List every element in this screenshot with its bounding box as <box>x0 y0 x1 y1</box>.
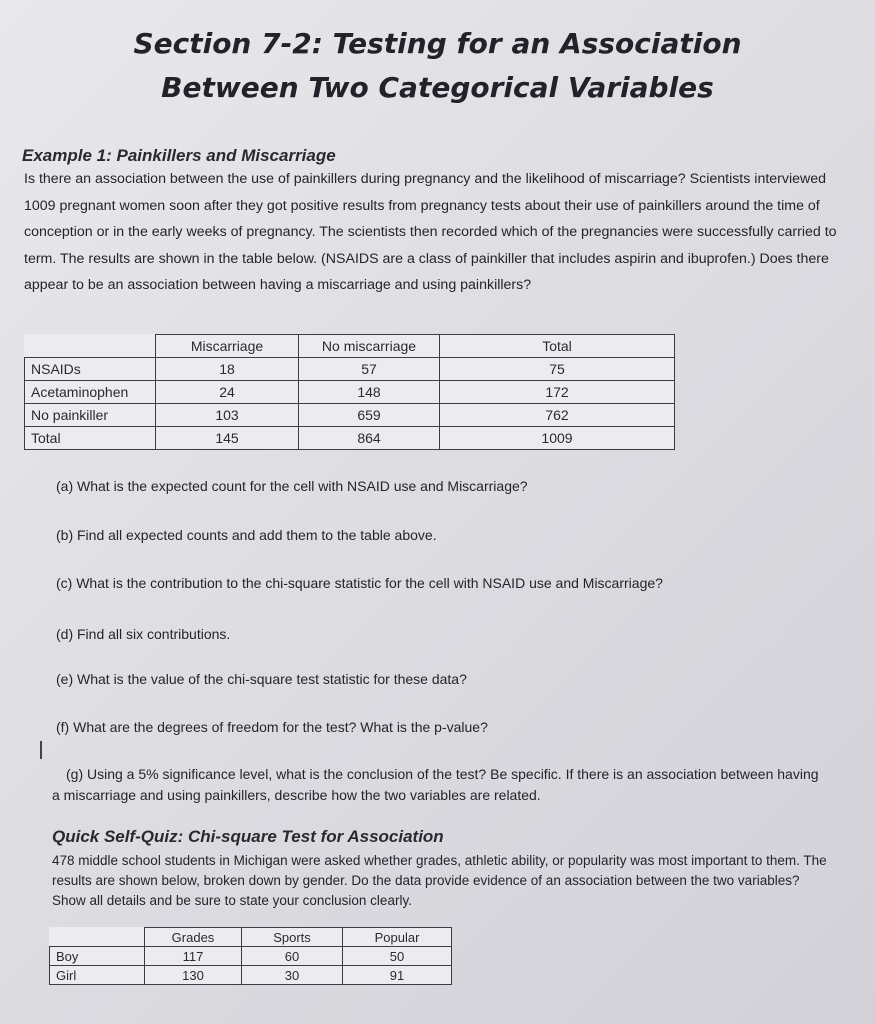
question-a: (a) What is the expected count for the cell with NSAID use and Miscarriage? <box>56 478 528 494</box>
row-label: No painkiller <box>25 404 156 427</box>
column-header: Sports <box>242 928 343 947</box>
table-cell: 145 <box>156 427 299 450</box>
question-d: (d) Find all six contributions. <box>56 626 231 642</box>
column-header: Popular <box>343 928 452 947</box>
title-line-1: Section 7-2: Testing for an Association <box>133 27 742 60</box>
question-c: (c) What is the contribution to the chi-square statistic for the cell with NSAID use and Miscarriage? <box>56 575 663 591</box>
table-corner <box>50 928 145 947</box>
table-row <box>25 404 675 427</box>
quiz-heading: Quick Self-Quiz: Chi-square Test for Association <box>52 827 444 846</box>
row-label: NSAIDs <box>25 358 156 381</box>
table-header-row <box>25 335 675 358</box>
question-g: (g) Using a 5% significance level, what is the conclusion of the test? Be specific. If there is an association between having a miscarriage and using painkillers, describe how the two variables are related. <box>52 766 819 803</box>
table-header-row <box>50 928 452 947</box>
row-label: Boy <box>50 947 145 966</box>
table-cell: 864 <box>299 427 440 450</box>
question-f: (f) What are the degrees of freedom for the test? What is the p-value? <box>56 719 488 735</box>
table-cell: 117 <box>145 947 242 966</box>
column-header: Miscarriage <box>156 335 299 358</box>
table-cell: 103 <box>156 404 299 427</box>
table-cell: 75 <box>440 358 675 381</box>
table-row <box>25 427 675 450</box>
example-intro: Is there an association between the use of painkillers during pregnancy and the likelihood of miscarriage? Scientists interviewed 1009 pregnant women soon after they got positive results from pregnancy tests about their use of painkillers around the time of conception or in the early weeks of pregnancy. The scientists then recorded which of the pregnancies were successfully carried to term. The results are shown in the table below. (NSAIDS are a class of painkiller that includes aspirin and ibuprofen.) Does there appear to be an association between having a miscarriage and using painkillers? <box>24 171 837 293</box>
table-row <box>25 381 675 404</box>
table-cell: 172 <box>440 381 675 404</box>
column-header: No miscarriage <box>299 335 440 358</box>
row-label: Acetaminophen <box>25 381 156 404</box>
table-cell: 130 <box>145 966 242 985</box>
gender-goals-table <box>49 927 452 985</box>
table-cell: 57 <box>299 358 440 381</box>
title-line-2: Between Two Categorical Variables <box>161 71 714 104</box>
column-header: Grades <box>145 928 242 947</box>
table-corner <box>25 335 156 358</box>
row-label: Girl <box>50 966 145 985</box>
page-title <box>0 22 875 110</box>
table-cell: 60 <box>242 947 343 966</box>
question-e: (e) What is the value of the chi-square test statistic for these data? <box>56 671 467 687</box>
question-b: (b) Find all expected counts and add them to the table above. <box>56 527 437 543</box>
quiz-text: 478 middle school students in Michigan were asked whether grades, athletic ability, or popularity was most important to them. The results are shown below, broken down by gender. Do the data provide evidence of an association between the two variables? Show all details and be sure to state your conclusion clearly. <box>52 853 827 908</box>
row-label: Total <box>25 427 156 450</box>
table-cell: 148 <box>299 381 440 404</box>
table-cell: 30 <box>242 966 343 985</box>
table-cell: 1009 <box>440 427 675 450</box>
table-cell: 18 <box>156 358 299 381</box>
text-cursor <box>40 741 42 759</box>
painkiller-table <box>24 334 675 450</box>
example-heading: Example 1: Painkillers and Miscarriage <box>22 146 336 165</box>
table-cell: 762 <box>440 404 675 427</box>
table-row <box>50 947 452 966</box>
table-row <box>25 358 675 381</box>
column-header: Total <box>440 335 675 358</box>
table-cell: 91 <box>343 966 452 985</box>
table-cell: 659 <box>299 404 440 427</box>
table-row <box>50 966 452 985</box>
table-cell: 24 <box>156 381 299 404</box>
table-cell: 50 <box>343 947 452 966</box>
